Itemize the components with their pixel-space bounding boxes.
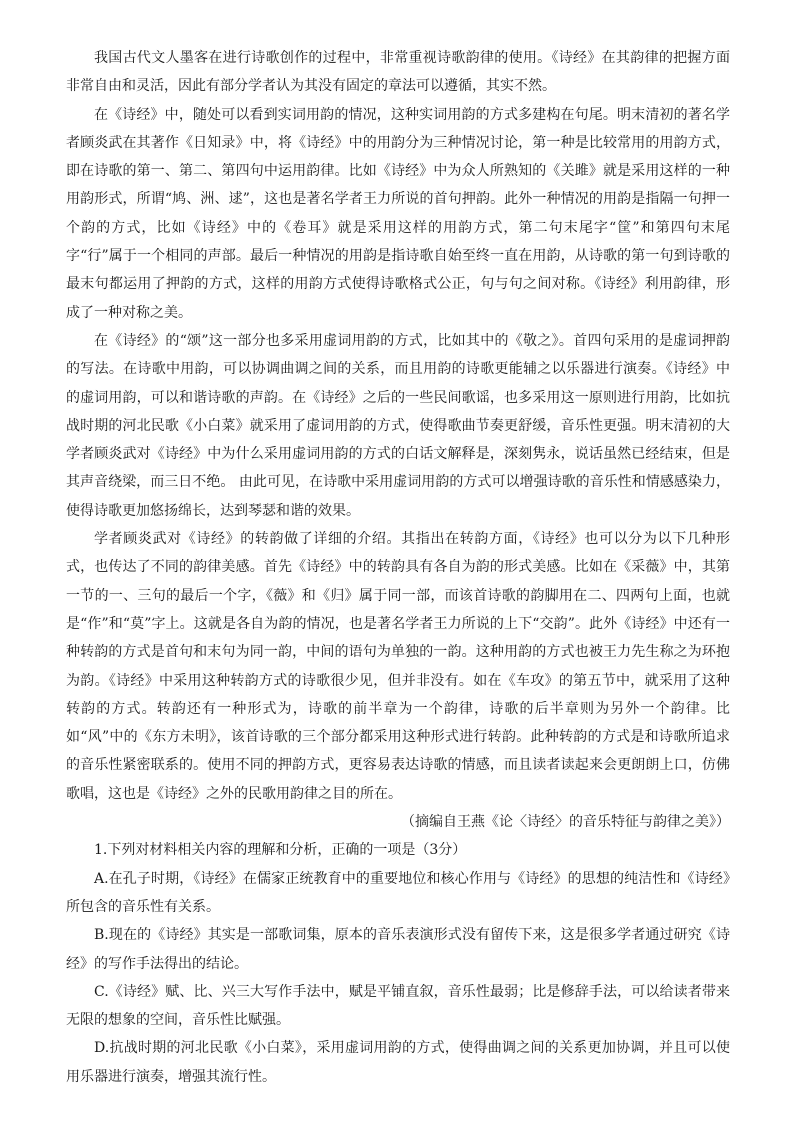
article-paragraph-3: 在《诗经》的“颂”这一部分也多采用虚词用韵的方式，比如其中的《敬之》。首四句采用的是虚词押韵的写法。在诗歌中用韵，可以协调曲调之间的关系，而且用韵的诗歌更能辅之以乐器进行演奏。《诗经》中的虚词用韵，可以和谐诗歌的声韵。在《诗经》之后的一些民间歌谣，也多采用这一原则进行用韵，比如抗战时期的河北民歌《小白菜》就采用了虚词用韵的方式，使得歌曲节奏更舒缓，音乐性更强。明末清初的大学者顾炎武对《诗经》中为什么采用虚词用韵的方式的白话文解释是，深刻隽永，说话虽然已经结束，但是其声音绕梁，而三日不绝。 由此可见，在诗歌中采用虚词用韵的方式可以增强诗歌的音乐性和情感感染力，使得诗歌更加悠扬绵长，达到琴瑟和谐的效果。 <box>66 332 730 519</box>
document-page <box>66 44 730 1091</box>
article-paragraph-4: 学者顾炎武对《诗经》的转韵做了详细的介绍。其指出在转韵方面，《诗经》也可以分为以下几种形式，也传达了不同的韵律美感。首先《诗经》中的转韵具有各自为韵的形式美感。比如在《采薇》中，其第一节的一、三句的最后一个字，《薇》和《归》属于同一部，而该首诗歌的韵脚用在二、四两句上面，也就是“作”和“莫”字上。这就是各自为韵的情况，也是著名学者王力所说的上下“交韵”。此外《诗经》中还有一种转韵的方式是首句和末句为同一韵，中间的语句为单独的一韵。这种用韵的方式也被王力先生称之为环抱为韵。《诗经》中采用这种转韵方式的诗歌很少见，但并非没有。如在《车攻》的第五节中，就采用了这种转韵的方式。转韵还有一种形式为，诗歌的前半章为一个韵律，诗歌的后半章则为另外一个韵律。比如“风”中的《东方未明》，该首诗歌的三个部分都采用这种形式进行转韵。此种转韵的方式是和诗歌所追求的音乐性紧密联系的。使用不同的押韵方式，更容易表达诗歌的情感，而且读者读起来会更朗朗上口，仿佛歌唱，这也是《诗经》之外的民歌用韵律之目的所在。 <box>66 531 730 802</box>
article-citation: （摘编自王燕《论〈诗经〉的音乐特征与韵律之美》） <box>401 814 730 831</box>
article-paragraph-2: 在《诗经》中，随处可以看到实词用韵的情况，这种实词用韵的方式多建构在句尾。明末清初的著名学者顾炎武在其著作《日知录》中，将《诗经》中的用韵分为三种情况讨论，第一种是比较常用的用韵方式，即在诗歌的第一、第二、第四句中运用韵律。比如《诗经》中为众人所熟知的《关雎》就是采用这样的一种用韵形式，所谓“鸠、洲、逑”，这也是著名学者王力所说的首句押韵。此外一种情况的用韵是指隔一句押一个韵的方式，比如《诗经》中的《卷耳》就是采用这样的用韵方式，第二句末尾字“筐”和第四句末尾字“行”属于一个相同的声部。最后一种情况的用韵是指诗歌自始至终一直在用韵，从诗歌的第一句到诗歌的最末句都运用了押韵的方式，这样的用韵方式使得诗歌格式公正，句与句之间对称。《诗经》利用韵律，形成了一种对称之美。 <box>66 106 730 321</box>
article-paragraph-1: 我国古代文人墨客在进行诗歌创作的过程中，非常重视诗歌韵律的使用。《诗经》在其韵律的把握方面非常自由和灵活，因此有部分学者认为其没有固定的章法可以遵循，其实不然。 <box>66 50 730 95</box>
question-option-a: A.在孔子时期，《诗经》在儒家正统教育中的重要地位和核心作用与《诗经》的思想的纯洁性和《诗经》所包含的音乐性有关系。 <box>66 870 730 915</box>
question-option-d: D.抗战时期的河北民歌《小白菜》，采用虚词用韵的方式，使得曲调之间的关系更加协调，并且可以使用乐器进行演奏，增强其流行性。 <box>66 1040 730 1085</box>
question-option-c: C.《诗经》赋、比、兴三大写作手法中，赋是平铺直叙，音乐性最弱；比是修辞手法，可以给读者带来无限的想象的空间，音乐性比赋强。 <box>66 983 730 1029</box>
question-option-b: B.现在的《诗经》其实是一部歌词集，原本的音乐表演形式没有留传下来，这是很多学者通过研究《诗经》的写作手法得出的结论。 <box>66 927 730 972</box>
question-stem: 1.下列对材料相关内容的理解和分析，正确的一项是（3分） <box>94 842 467 859</box>
